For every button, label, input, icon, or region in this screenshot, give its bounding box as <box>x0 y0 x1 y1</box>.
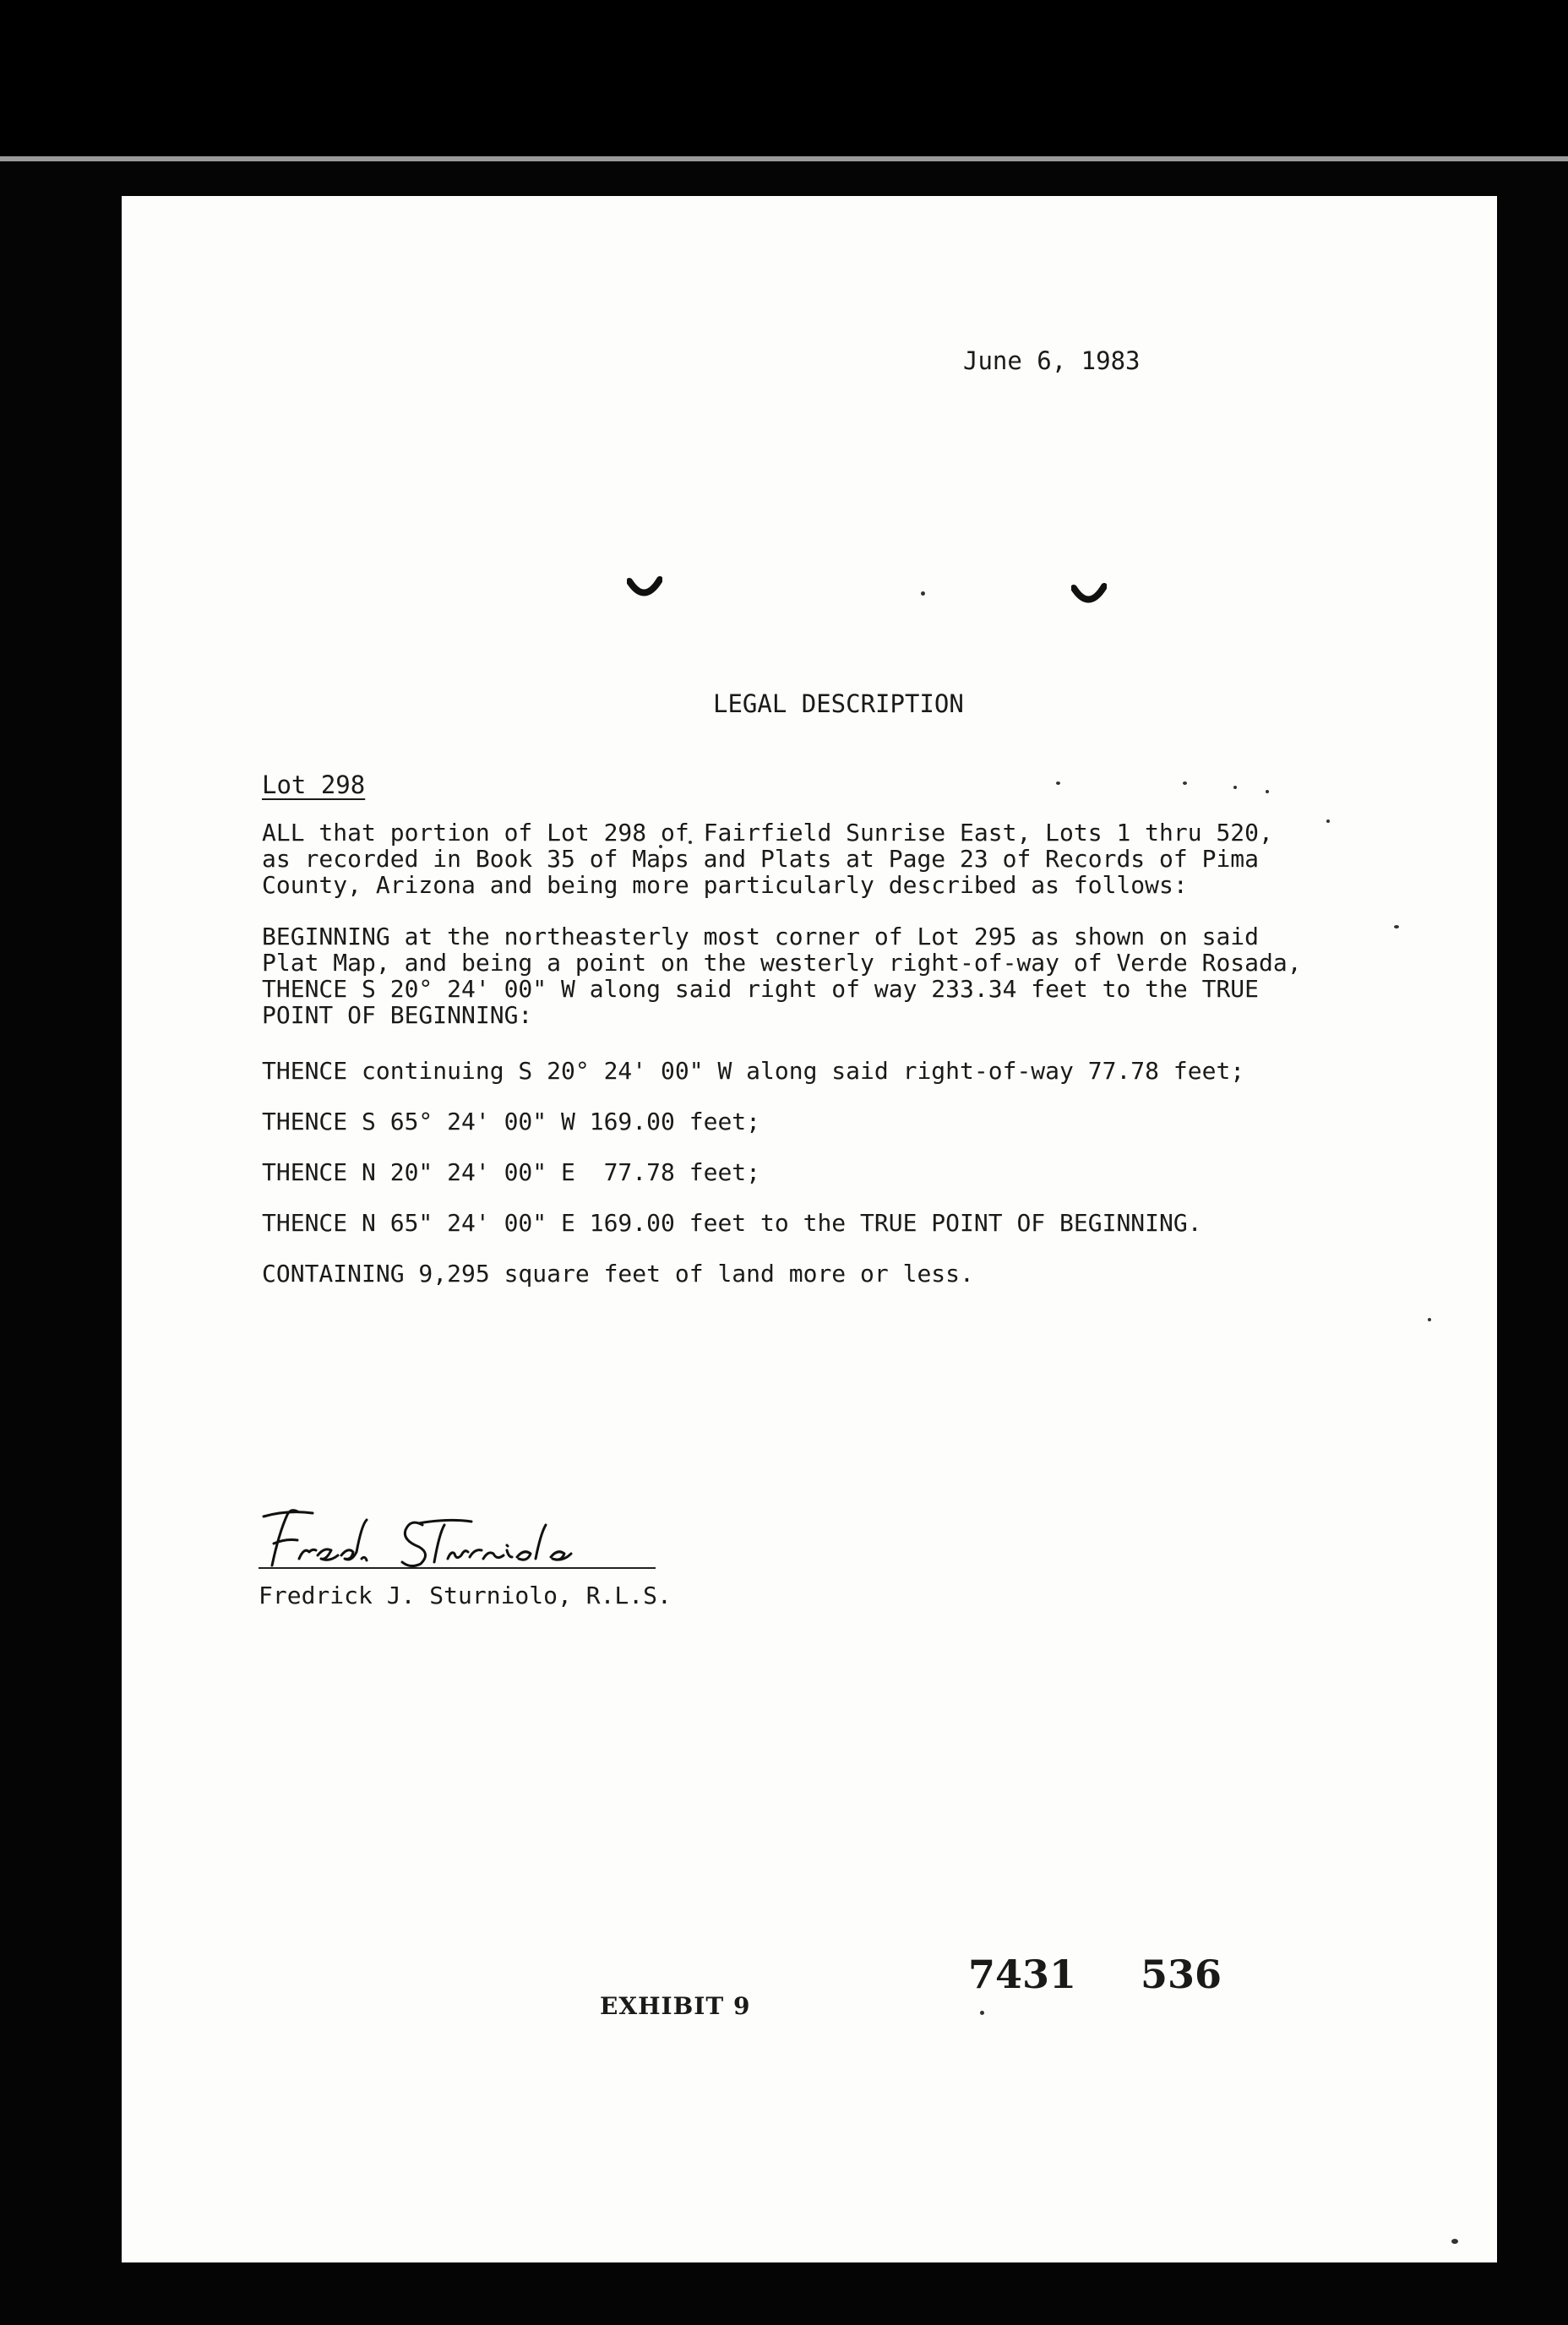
recording-book-number: 7431 <box>968 1952 1077 1997</box>
punch-mark-left <box>627 576 662 602</box>
beginning-paragraph: BEGINNING at the northeasterly most corner of Lot 295 as shown on said Plat Map, and being a point on the westerly right-of-way of Verde Rosada, THENCE S 20° 24' 00" W along said right of way 233.34 feet to the TRUE POINT OF BEGINNING: <box>262 923 1302 1029</box>
scan-speck <box>1056 781 1060 785</box>
lot-heading: Lot 298 <box>262 770 366 799</box>
signer-name: Fredrick J. Sturniolo, R.L.S. <box>259 1582 672 1609</box>
description-paragraph: ALL that portion of Lot 298 of Fairfield Sunrise East, Lots 1 thru 520, as recorded in Book 35 of Maps and Plats at Page 23 of Records of Pima County, Arizona and being more particularly described as follows: <box>262 819 1273 899</box>
scan-speck <box>1183 781 1187 785</box>
document-date: June 6, 1983 <box>963 346 1141 375</box>
scan-speck <box>1451 2239 1458 2244</box>
scan-speck <box>1233 786 1237 789</box>
punch-mark-right <box>1071 583 1107 608</box>
scan-speck <box>1266 790 1269 793</box>
boundary-course-1: THENCE continuing S 20° 24' 00" W along said right-of-way 77.78 feet; <box>262 1057 1245 1085</box>
exhibit-label: EXHIBIT 9 <box>600 1992 751 2020</box>
document-title: LEGAL DESCRIPTION <box>713 689 964 718</box>
signature-line <box>259 1567 656 1569</box>
scan-speck <box>1428 1318 1431 1321</box>
handwritten-signature <box>253 1500 676 1576</box>
scan-edge-line <box>0 156 1568 161</box>
boundary-course-2: THENCE S 65° 24' 00" W 169.00 feet; <box>262 1108 761 1135</box>
boundary-course-3: THENCE N 20" 24' 00" E 77.78 feet; <box>262 1158 761 1186</box>
boundary-course-4: THENCE N 65" 24' 00" E 169.00 feet to the TRUE POINT OF BEGINNING. <box>262 1209 1202 1237</box>
recording-page-number: 536 <box>1141 1952 1222 1997</box>
scan-top-border <box>0 0 1568 161</box>
scan-speck <box>1326 819 1330 823</box>
scan-speck <box>980 2011 984 2015</box>
scan-speck <box>1394 925 1399 928</box>
scan-speck <box>921 591 925 596</box>
area-statement: CONTAINING 9,295 square feet of land more or less. <box>262 1260 974 1288</box>
